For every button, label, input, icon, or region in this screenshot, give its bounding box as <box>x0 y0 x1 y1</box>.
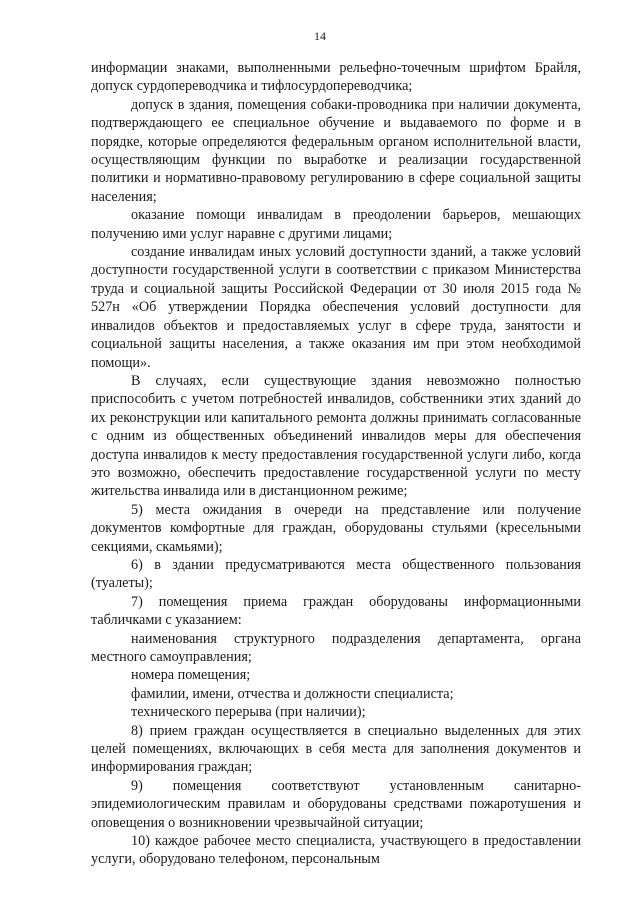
paragraph-item-10-workplace: 10) каждое рабочее место специалиста, участвующего в предоставлении услуги, оборудовано телефоном, персональным <box>91 833 581 868</box>
document-body <box>91 59 581 869</box>
paragraph-signage-specialist-name: фамилии, имени, отчества и должности специалиста; <box>131 685 454 702</box>
paragraph-guide-dog-access: допуск в здания, помещения собаки-проводника при наличии документа, подтверждающего ее специальное обучение и выдаваемого по форме и в порядке, которые определяются федеральным органом исполнительной власти, осуществляющим функции по выработке и реализации государственной политики и нормативно-правовому регулированию в сфере социальной защиты населения; <box>91 96 581 205</box>
paragraph-signage-room-number: номера помещения; <box>131 667 251 684</box>
paragraph-item-7-signage: 7) помещения приема граждан оборудованы информационными табличками с указанием: <box>91 593 581 629</box>
paragraph-accessibility-conditions: создание инвалидам иных условий доступности зданий, а также условий доступности государственной услуги в соответствии с приказом Министерства труда и социальной защиты Российской Федерации от 30 июля 2015 года № 527н «Об утверждении Порядка обеспечения условий доступности для инвалидов объектов и предоставляемых услуг в сфере труда, занятости и социальной защиты населения, а также оказания им при этом необходимой помощи». <box>91 244 581 371</box>
paragraph-item-5-waiting-areas: 5) места ожидания в очереди на представление или получение документов комфортные для граждан, оборудованы стульями (кресельными секциями, скамьями); <box>91 501 581 555</box>
paragraph-existing-buildings: В случаях, если существующие здания невозможно полностью приспособить с учетом потребностей инвалидов, собственники этих зданий до их реконструкции или капитального ремонта должны принимать согласованные с одним из общественных объединений инвалидов меры для обеспечения доступа инвалидов к месту предоставления государственной услуги либо, когда это возможно, обеспечить предоставление государственной услуги по месту жительства инвалида или в дистанционном режиме; <box>91 372 581 500</box>
paragraph-item-9-sanitary-rules: 9) помещения соответствуют установленным санитарно-эпидемиологическим правилам и оборудованы средствами пожаротушения и оповещения о возникновении чрезвычайной ситуации; <box>91 777 581 831</box>
paragraph-signage-department-name: наименования структурного подразделения департамента, органа местного самоуправления; <box>91 630 581 665</box>
paragraph-braille-continuation: информации знаками, выполненными рельефно-точечным шрифтом Брайля, допуск сурдопереводчика и тифлосурдопереводчика; <box>91 60 581 95</box>
page-number: 14 <box>314 29 326 43</box>
paragraph-assistance-barriers: оказание помощи инвалидам в преодолении барьеров, мешающих получению ими услуг наравне с другими лицами; <box>91 207 581 242</box>
paragraph-item-8-reception-rooms: 8) прием граждан осуществляется в специально выделенных для этих целей помещениях, включающих в себя места для заполнения документов и информирования граждан; <box>91 722 581 776</box>
paragraph-signage-break-time: технического перерыва (при наличии); <box>131 704 366 721</box>
paragraph-item-6-restrooms: 6) в здании предусматриваются места общественного пользования (туалеты); <box>91 556 581 592</box>
